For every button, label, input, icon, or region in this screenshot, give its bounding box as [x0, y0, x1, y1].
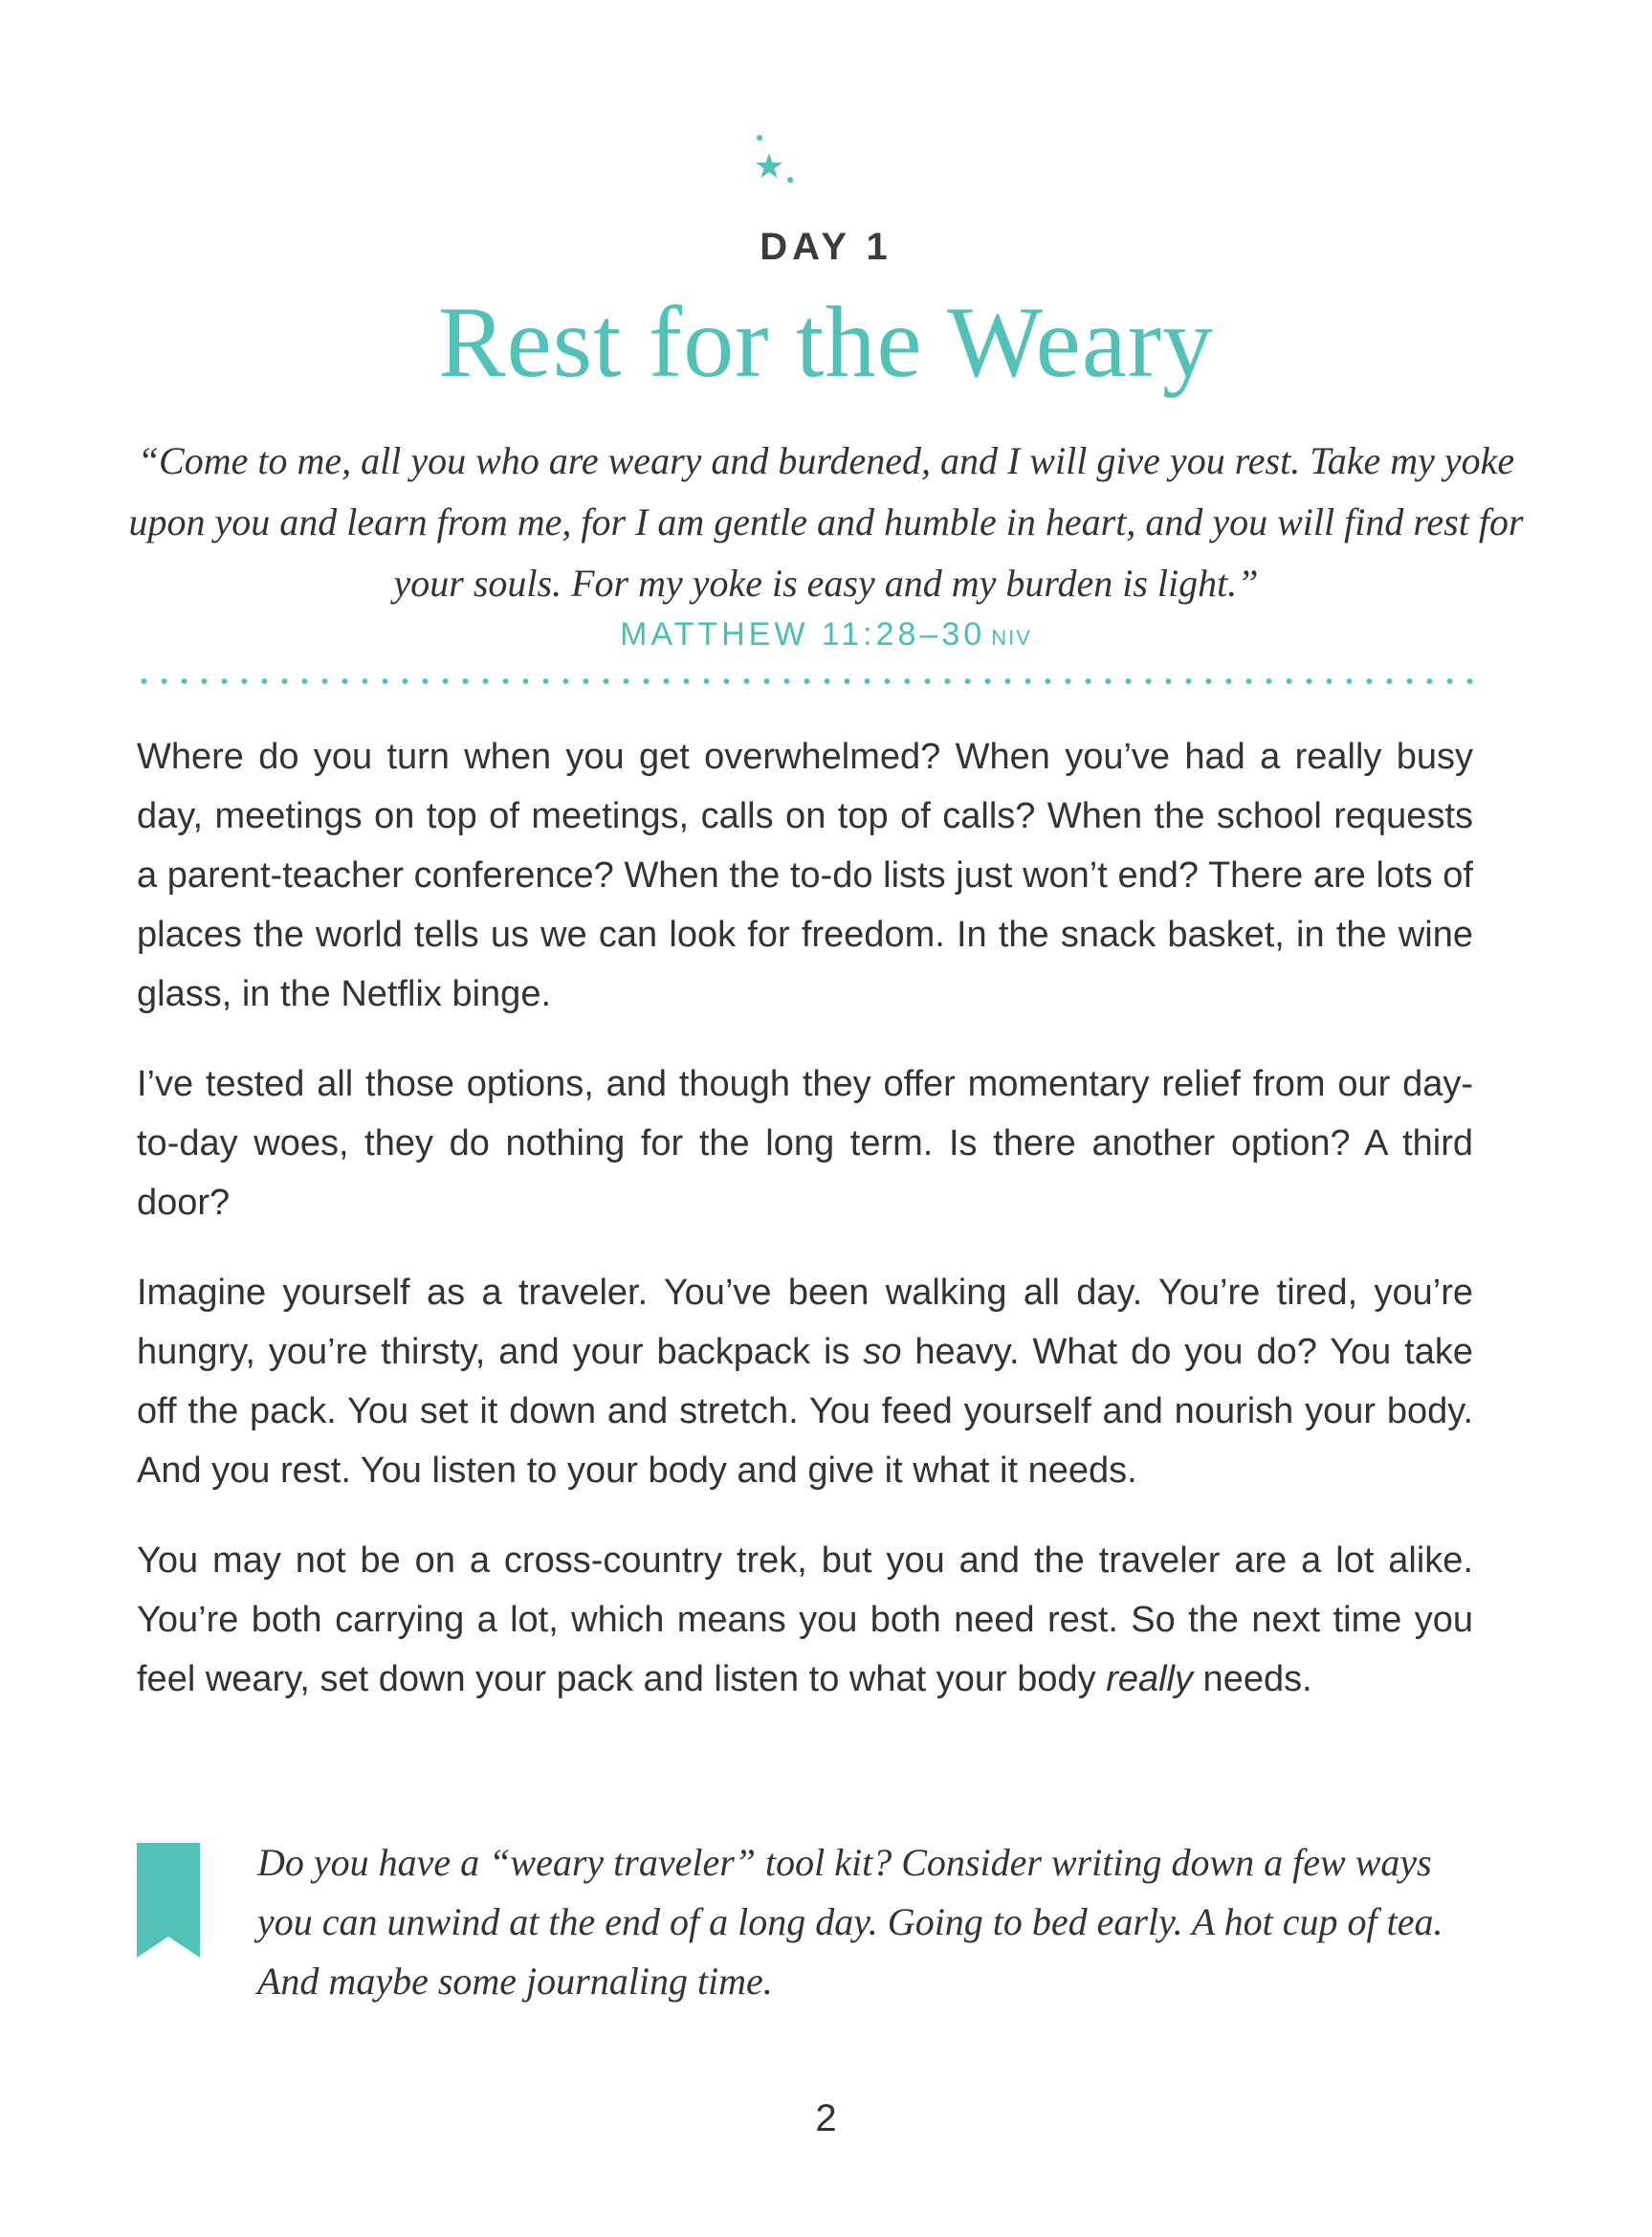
bible-version: NIV — [991, 626, 1032, 650]
paragraph-text: heavy. What do you do? You take off the pack. You set it down and stretch. You feed yourself and nourish your body. And you rest. You listen to your body and give it what it needs. — [137, 1332, 1474, 1491]
body-paragraph: Where do you turn when you get overwhelmed? When you’ve had a really busy day, meetings on top of meetings, calls on top of calls? When the school requests a parent-teacher conference? When the to-do lists just won’t end? There are lots of places the world tells us we can look for freedom. In the snack basket, in the wine glass, in the Netflix binge. — [137, 737, 1473, 1014]
body-paragraph — [137, 1263, 1473, 1500]
reflection-prompt — [137, 1833, 1473, 2025]
body-paragraph — [137, 1531, 1473, 1709]
emphasis-text: really — [1106, 1659, 1193, 1699]
body-paragraph: I’ve tested all those options, and though they offer momentary relief from our day-to-day woes, they do nothing for the long term. Is there another option? A third door? — [137, 1064, 1473, 1223]
paragraph-text: You may not be on a cross-country trek, but you and the traveler are a lot alike. You’re both carrying a lot, which means you both need rest. So the next time you feel weary, set down your pack and listen to what your body — [137, 1540, 1473, 1699]
devotional-body — [137, 727, 1473, 1739]
day-label: DAY 1 — [760, 226, 892, 268]
scripture-reference-text: MATTHEW 11:28–30 — [620, 616, 986, 653]
page-title: Rest for the Weary — [437, 286, 1215, 398]
bookmark-ribbon-icon — [137, 1843, 200, 1958]
page-number: 2 — [815, 2097, 837, 2139]
scripture-reference — [0, 616, 1652, 653]
crescent-moon-with-stars-icon — [744, 84, 869, 199]
dotted-divider — [134, 676, 1473, 687]
emphasis-text: so — [863, 1332, 902, 1372]
reflection-text: Do you have a “weary traveler” tool kit? Consider writing down a few ways you can unwind at the end of a long day. Going to bed early. A hot cup of tea. And maybe some journaling time. — [257, 1841, 1443, 2003]
paragraph-text: needs. — [1193, 1659, 1312, 1699]
paragraph-text: Imagine yourself as a traveler. You’ve been walking all day. You’re tired, you’re hungry, you’re thirsty, and your backpack is — [137, 1273, 1473, 1372]
scripture-quote: “Come to me, all you who are weary and burdened, and I will give you rest. Take my yoke upon you and learn from me, for I am gentle and humble in heart, and you will find rest for your souls. For my yoke is easy and my burden is light.” — [128, 439, 1524, 605]
